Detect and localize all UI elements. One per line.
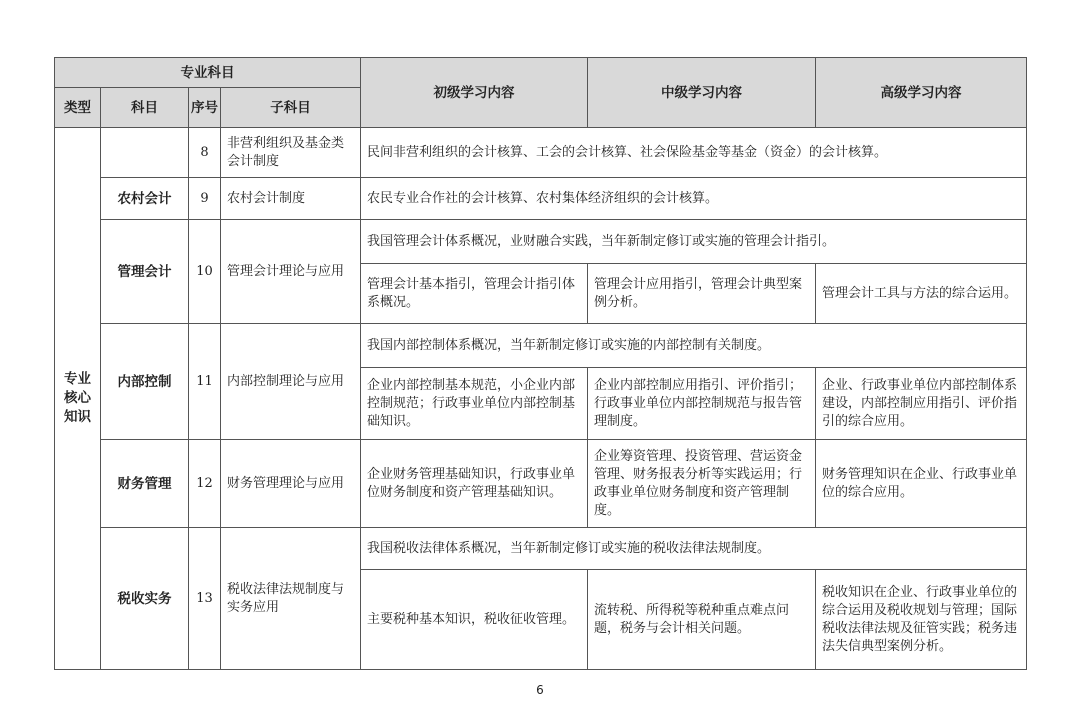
content-cell: 民间非营利组织的会计核算、工会的会计核算、社会保险基金等基金（资金）的会计核算。 xyxy=(361,128,1027,178)
seq-cell: 10 xyxy=(189,220,221,324)
content-cell-basic: 管理会计基本指引，管理会计指引体系概况。 xyxy=(361,264,588,324)
curriculum-table xyxy=(54,57,1027,670)
header-type: 类型 xyxy=(55,88,101,128)
subject-cell: 税收实务 xyxy=(101,528,189,670)
content-cell-intermediate: 企业筹资管理、投资管理、营运资金管理、财务报表分析等实践运用；行政事业单位财务制度和资产管理制度。 xyxy=(588,440,816,528)
table-row xyxy=(55,128,1027,178)
content-cell-advanced: 税收知识在企业、行政事业单位的综合运用及税收规划与管理；国际税收法律法规及征管实践；税务违法失信典型案例分析。 xyxy=(816,570,1027,670)
table-row xyxy=(55,528,1027,570)
table-row xyxy=(55,324,1027,368)
content-cell-basic: 主要税种基本知识，税收征收管理。 xyxy=(361,570,588,670)
table-row xyxy=(55,220,1027,264)
subject-cell: 农村会计 xyxy=(101,178,189,220)
table-row xyxy=(55,440,1027,528)
content-cell-common: 我国内部控制体系概况，当年新制定修订或实施的内部控制有关制度。 xyxy=(361,324,1027,368)
page-number: 6 xyxy=(536,683,544,697)
subsubject-cell: 管理会计理论与应用 xyxy=(221,220,361,324)
content-cell-advanced: 企业、行政事业单位内部控制体系建设，内部控制应用指引、评价指引的综合应用。 xyxy=(816,368,1027,440)
header-intermediate: 中级学习内容 xyxy=(588,58,816,128)
seq-cell: 12 xyxy=(189,440,221,528)
header-subject: 科目 xyxy=(101,88,189,128)
content-cell-intermediate: 管理会计应用指引，管理会计典型案例分析。 xyxy=(588,264,816,324)
content-cell-basic: 企业内部控制基本规范，小企业内部控制规范；行政事业单位内部控制基础知识。 xyxy=(361,368,588,440)
seq-cell: 9 xyxy=(189,178,221,220)
content-cell-advanced: 管理会计工具与方法的综合运用。 xyxy=(816,264,1027,324)
subsubject-cell: 税收法律法规制度与实务应用 xyxy=(221,528,361,670)
header-subsubject: 子科目 xyxy=(221,88,361,128)
header-basic: 初级学习内容 xyxy=(361,58,588,128)
content-cell-intermediate: 流转税、所得税等税种重点难点问题，税务与会计相关问题。 xyxy=(588,570,816,670)
subject-cell: 内部控制 xyxy=(101,324,189,440)
content-cell-basic: 企业财务管理基础知识，行政事业单位财务制度和资产管理基础知识。 xyxy=(361,440,588,528)
content-cell: 农民专业合作社的会计核算、农村集体经济组织的会计核算。 xyxy=(361,178,1027,220)
content-cell-advanced: 财务管理知识在企业、行政事业单位的综合应用。 xyxy=(816,440,1027,528)
content-cell-common: 我国管理会计体系概况，业财融合实践，当年新制定修订或实施的管理会计指引。 xyxy=(361,220,1027,264)
content-cell-common: 我国税收法律体系概况，当年新制定修订或实施的税收法律法规制度。 xyxy=(361,528,1027,570)
header-seq: 序号 xyxy=(189,88,221,128)
subsubject-cell: 农村会计制度 xyxy=(221,178,361,220)
subject-cell-empty xyxy=(101,128,189,178)
subject-cell: 管理会计 xyxy=(101,220,189,324)
header-advanced: 高级学习内容 xyxy=(816,58,1027,128)
category-cell: 专业核心知识 xyxy=(55,128,101,670)
subject-cell: 财务管理 xyxy=(101,440,189,528)
subsubject-cell: 财务管理理论与应用 xyxy=(221,440,361,528)
subsubject-cell: 内部控制理论与应用 xyxy=(221,324,361,440)
seq-cell: 8 xyxy=(189,128,221,178)
seq-cell: 11 xyxy=(189,324,221,440)
content-cell-intermediate: 企业内部控制应用指引、评价指引；行政事业单位内部控制规范与报告管理制度。 xyxy=(588,368,816,440)
subsubject-cell: 非营利组织及基金类会计制度 xyxy=(221,128,361,178)
table-row xyxy=(55,178,1027,220)
header-major-subjects: 专业科目 xyxy=(55,58,361,88)
seq-cell: 13 xyxy=(189,528,221,670)
